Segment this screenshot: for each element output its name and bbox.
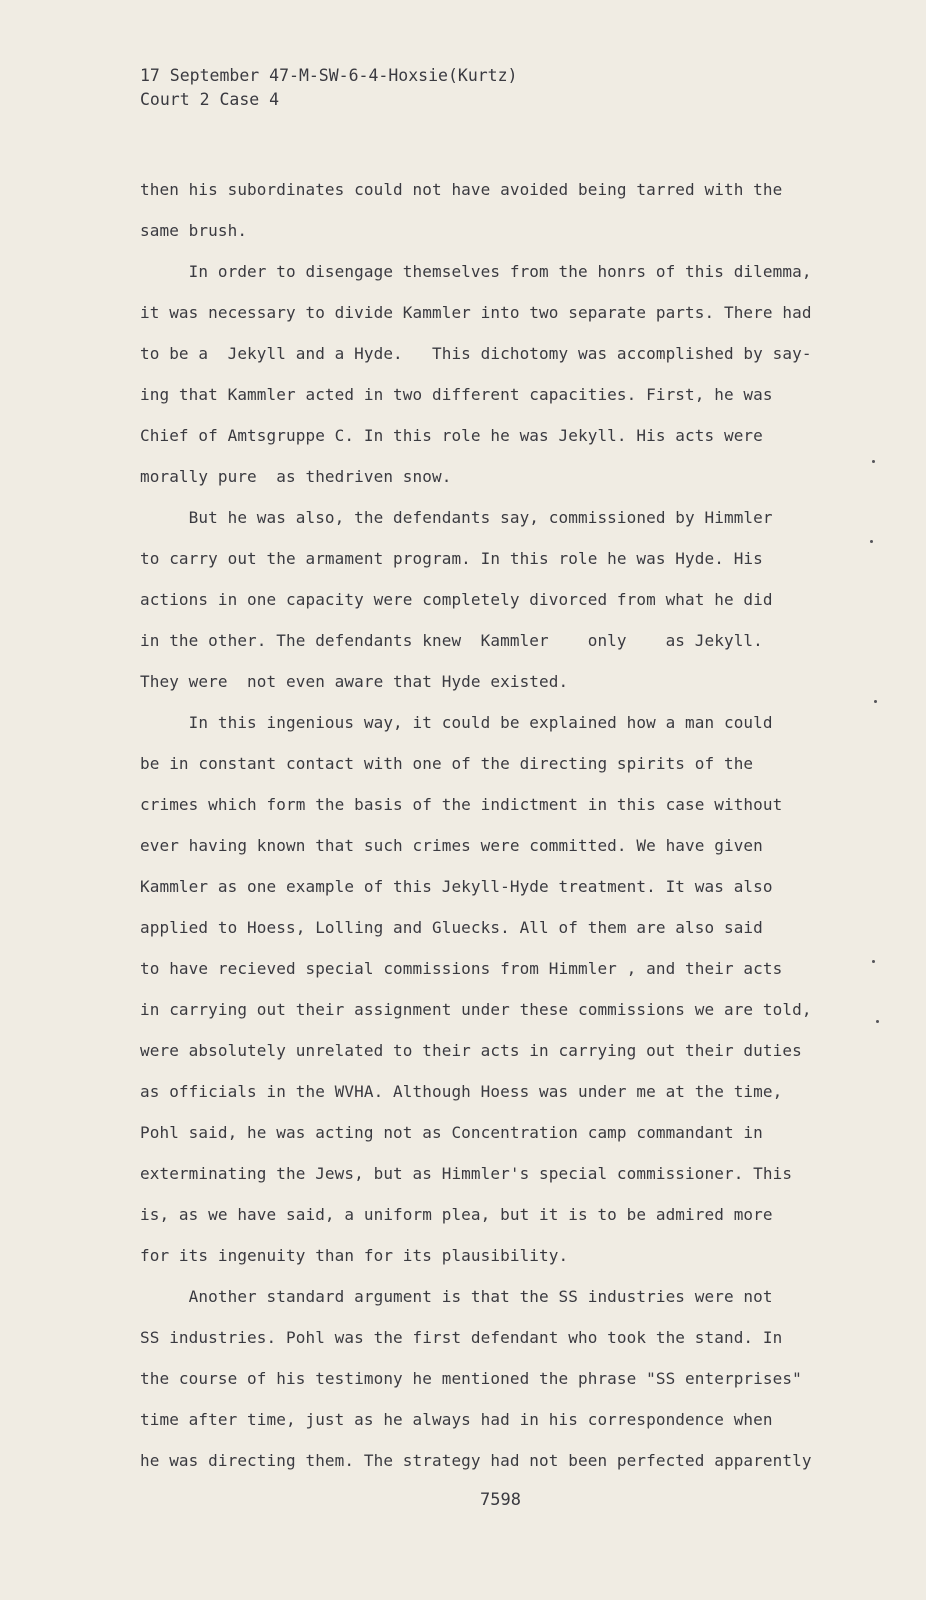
body-line: Pohl said, he was acting not as Concentration camp commandant in <box>140 1123 763 1142</box>
page-number: 7598 <box>480 1490 521 1510</box>
body-line: Another standard argument is that the SS industries were not <box>140 1287 773 1306</box>
scan-speck-mark <box>870 540 873 543</box>
body-line: actions in one capacity were completely divorced from what he did <box>140 590 773 609</box>
body-line: ing that Kammler acted in two different capacities. First, he was <box>140 385 773 404</box>
header-reference-line: 17 September 47-M-SW-6-4-Hoxsie(Kurtz) <box>140 66 518 85</box>
body-line: in the other. The defendants knew Kammler only as Jekyll. <box>140 631 763 650</box>
body-line: time after time, just as he always had in his correspondence when <box>140 1410 773 1429</box>
body-line: to carry out the armament program. In this role he was Hyde. His <box>140 549 763 568</box>
body-line: the course of his testimony he mentioned the phrase "SS enterprises" <box>140 1369 802 1388</box>
body-line: same brush. <box>140 221 248 240</box>
body-line: But he was also, the defendants say, commissioned by Himmler <box>140 508 773 527</box>
scan-speck-mark <box>874 700 877 703</box>
body-line: in carrying out their assignment under these commissions we are told, <box>140 1000 812 1019</box>
body-line: ever having known that such crimes were committed. We have given <box>140 836 763 855</box>
document-header <box>140 64 518 112</box>
body-line: it was necessary to divide Kammler into two separate parts. There had <box>140 303 812 322</box>
body-line: is, as we have said, a uniform plea, but it is to be admired more <box>140 1205 773 1224</box>
body-line: They were not even aware that Hyde existed. <box>140 672 569 691</box>
body-line: to have recieved special commissions from Himmler , and their acts <box>140 959 783 978</box>
body-line: for its ingenuity than for its plausibility. <box>140 1246 569 1265</box>
header-court-case-line: Court 2 Case 4 <box>140 90 280 109</box>
body-line: crimes which form the basis of the indictment in this case without <box>140 795 783 814</box>
body-line: morally pure as thedriven snow. <box>140 467 452 486</box>
body-line: exterminating the Jews, but as Himmler's special commissioner. This <box>140 1164 793 1183</box>
body-line: Chief of Amtsgruppe C. In this role he was Jekyll. His acts were <box>140 426 763 445</box>
body-line: be in constant contact with one of the directing spirits of the <box>140 754 754 773</box>
body-line: In order to disengage themselves from the honrs of this dilemma, <box>140 262 812 281</box>
scan-speck-mark <box>872 460 875 463</box>
body-line: SS industries. Pohl was the first defendant who took the stand. In <box>140 1328 783 1347</box>
body-line: In this ingenious way, it could be explained how a man could <box>140 713 773 732</box>
body-line: Kammler as one example of this Jekyll-Hyde treatment. It was also <box>140 877 773 896</box>
body-line: applied to Hoess, Lolling and Gluecks. All of them are also said <box>140 918 763 937</box>
body-line: then his subordinates could not have avoided being tarred with the <box>140 180 783 199</box>
body-line: as officials in the WVHA. Although Hoess was under me at the time, <box>140 1082 783 1101</box>
scan-speck-mark <box>876 1020 879 1023</box>
body-line: to be a Jekyll and a Hyde. This dichotomy was accomplished by say- <box>140 344 812 363</box>
body-line: were absolutely unrelated to their acts in carrying out their duties <box>140 1041 802 1060</box>
body-line: he was directing them. The strategy had not been perfected apparently <box>140 1451 812 1470</box>
scan-speck-mark <box>872 960 875 963</box>
